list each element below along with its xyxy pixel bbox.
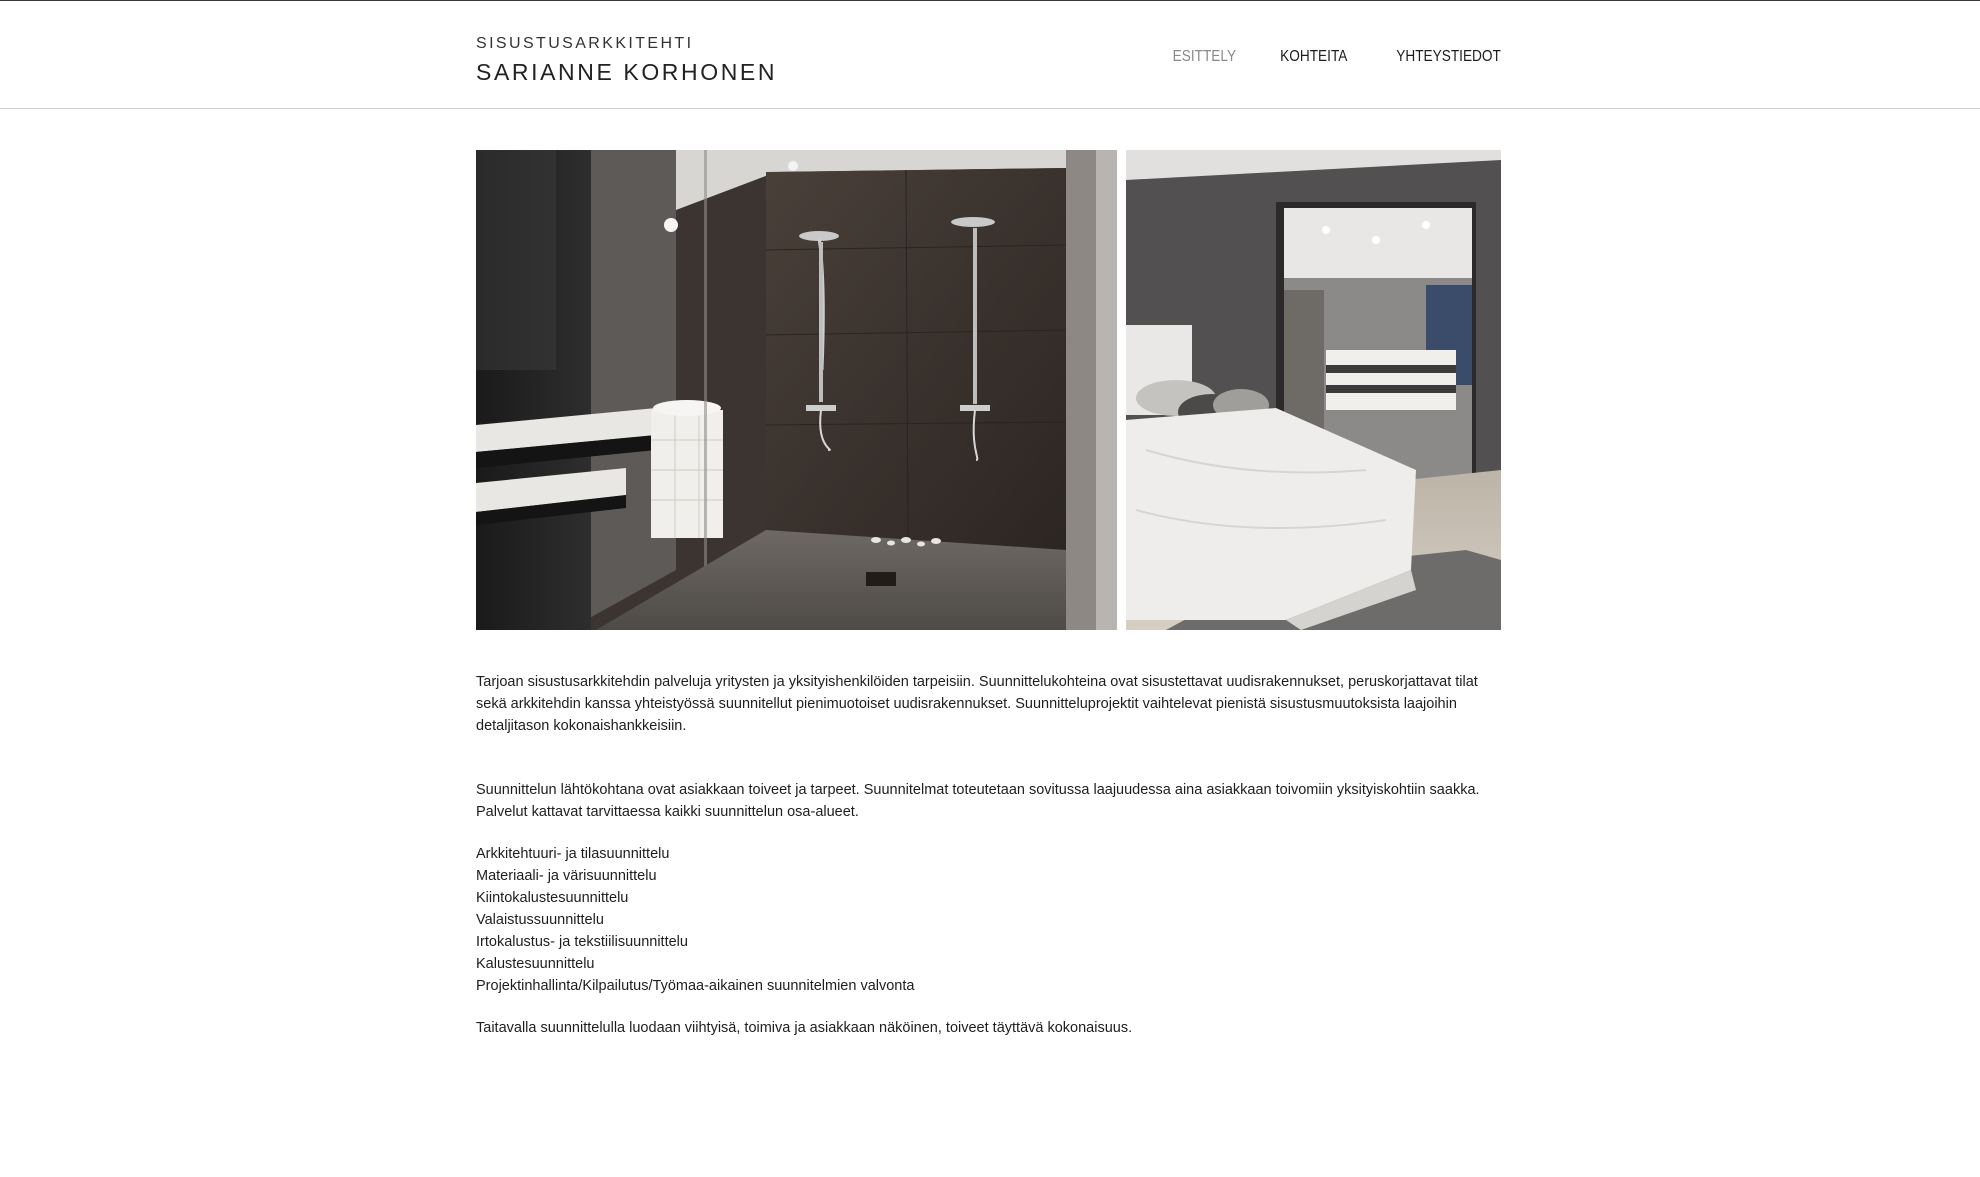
list-item: Valaistussuunnittelu	[476, 912, 604, 928]
bedroom-photo[interactable]	[1126, 150, 1501, 630]
list-item: Arkkitehtuuri- ja tilasuunnittelu	[476, 846, 670, 862]
list-item: Kalustesuunnittelu	[476, 956, 595, 972]
brand-subtitle: SISUSTUSARKKITEHTI	[476, 35, 694, 52]
closing-paragraph: Taitavalla suunnittelulla luodaan viihtyisä, toimiva ja asiakkaan näköinen, toiveet täyttävä kokonaisuus.	[476, 1020, 1133, 1036]
intro-paragraph: Tarjoan sisustusarkkitehdin palveluja yritysten ja yksityishenkilöiden tarpeisiin. Suunnittelukohteina ovat sisustettavat uudisrakennukset, peruskorjattavat tilat sekä arkkitehdin kanssa yhteistyössä suunnitellut pienimuotoiset uudisrakennukset. Suunnitteluprojektit vaihtelevat pienistä sisustusmuutoksista laajoihin detaljitason kokonaishankkeisiin.	[476, 674, 1478, 734]
brand-name: SARIANNE KORHONEN	[476, 59, 778, 85]
list-item: Irtokalustus- ja tekstiilisuunnittelu	[476, 934, 688, 950]
approach-paragraph: Suunnittelun lähtökohtana ovat asiakkaan toiveet ja tarpeet. Suunnitelmat toteutetaan sovitussa laajuudessa aina asiakkaan toivomiin yksityiskohtiin saakka. Palvelut kattavat tarvittaessa kaikki suunnittelun osa-alueet.	[476, 782, 1480, 820]
main-nav	[1164, 48, 1501, 66]
site-header	[0, 1, 1980, 109]
photo-gallery	[476, 150, 1501, 630]
services-list	[476, 843, 1486, 997]
nav-item-esittely[interactable]: ESITTELY	[1172, 48, 1236, 65]
nav-item-kohteita[interactable]: KOHTEITA	[1279, 48, 1348, 65]
list-item: Kiintokalustesuunnittelu	[476, 890, 629, 906]
list-item: Projektinhallinta/Kilpailutus/Työmaa-aikainen suunnitelmien valvonta	[476, 978, 915, 994]
nav-item-yhteystiedot[interactable]: YHTEYSTIEDOT	[1396, 48, 1501, 65]
list-item: Materiaali- ja värisuunnittelu	[476, 868, 657, 884]
bathroom-sauna-photo[interactable]	[476, 150, 1117, 630]
brand-logo[interactable]	[476, 35, 777, 86]
intro-content	[476, 671, 1486, 1039]
